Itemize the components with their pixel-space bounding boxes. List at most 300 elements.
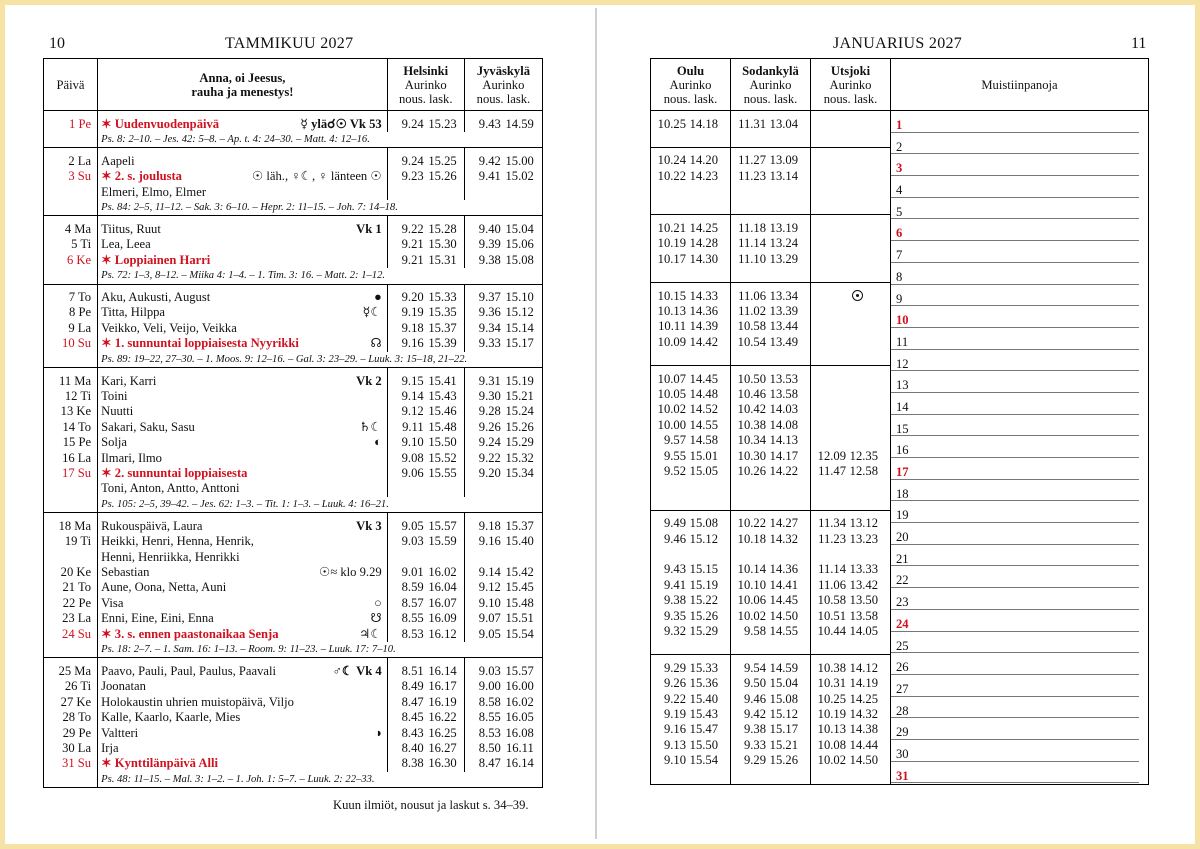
day-label: 27 Ke (44, 695, 98, 710)
notes-line[interactable]: 1 (891, 111, 1139, 133)
day-label: 28 To (44, 710, 98, 725)
nameday-names: Irja (101, 740, 119, 755)
sunrise: 9.18 (401, 320, 424, 335)
sunset: 14.52 (689, 402, 718, 417)
sunset: 16.14 (428, 663, 457, 678)
sunset: 15.43 (689, 706, 718, 721)
day-row (44, 117, 543, 132)
nameday-cell (98, 389, 388, 404)
sunset: 13.09 (769, 153, 798, 168)
oulu-times (651, 479, 731, 494)
notes-line[interactable]: 29 (891, 718, 1139, 740)
utsjoki-times (811, 387, 891, 402)
jyvaskyla-times (464, 290, 542, 305)
sunrise: 9.01 (401, 564, 424, 579)
sunset: 15.59 (428, 534, 457, 549)
jyvaskyla-times (464, 611, 542, 626)
nameday-names: Solja (101, 435, 127, 450)
sunset: 15.26 (769, 753, 798, 768)
sunset: 14.36 (769, 562, 798, 577)
nameday-names: ✶ 1. sunnuntai loppiaisesta Nyyrikki (101, 336, 299, 351)
sunrise: 10.14 (737, 562, 766, 577)
sunset: 15.30 (428, 237, 457, 252)
helsinki-times (387, 185, 464, 200)
sunrise: 8.38 (401, 756, 424, 771)
notes-line[interactable]: 2 (891, 133, 1139, 155)
sunrise: 10.24 (657, 153, 686, 168)
week-block (44, 111, 543, 148)
oulu-times (651, 661, 731, 676)
sunset: 16.25 (428, 725, 457, 740)
helsinki-times (387, 169, 464, 184)
sunset: 13.14 (769, 168, 798, 183)
sodankyla-times (731, 433, 811, 448)
sunrise: 9.14 (478, 564, 501, 579)
nameday-names: Visa (101, 595, 124, 610)
nameday-names: Henni, Henriikka, Henrikki (101, 549, 240, 564)
sodankyla-times (731, 624, 811, 639)
notes-line[interactable]: 19 (891, 501, 1139, 523)
nameday-names: Nuutti (101, 404, 134, 419)
helsinki-header: Helsinki Aurinko nous. lask. (387, 59, 464, 111)
sunset: 13.29 (769, 251, 798, 266)
day-row (44, 389, 543, 404)
helsinki-times (387, 404, 464, 419)
nameday-cell (98, 679, 388, 694)
oulu-times (651, 387, 731, 402)
notes-line[interactable]: 4 (891, 176, 1139, 198)
utsjoki-times (811, 532, 891, 547)
astro-symbol-icon: Vk 2 (356, 373, 382, 388)
helsinki-times (387, 741, 464, 756)
day-label: 9 La (44, 321, 98, 336)
notes-line[interactable]: 10 (891, 306, 1139, 328)
jyvaskyla-times (464, 710, 542, 725)
notes-line[interactable]: 26 (891, 653, 1139, 675)
sunrise: 9.39 (478, 237, 501, 252)
sunrise: 10.58 (817, 593, 846, 608)
nameday-names: Heikki, Henri, Henna, Henrik, (101, 534, 254, 549)
sunrise: 9.14 (401, 389, 424, 403)
notes-line[interactable]: 28 (891, 697, 1139, 719)
day-row (44, 679, 543, 694)
day-label: 19 Ti (44, 534, 98, 549)
sunset: 15.19 (505, 373, 534, 388)
day-label: 29 Pe (44, 726, 98, 741)
utsjoki-times (811, 624, 891, 639)
sunrise: 10.06 (737, 593, 766, 608)
oulu-times (651, 221, 731, 236)
nameday-names: Valtteri (101, 725, 139, 740)
jyvaskyla-times (464, 550, 542, 565)
sunset: 15.25 (428, 153, 457, 168)
sunrise: 8.49 (401, 679, 424, 694)
sunset: 16.12 (428, 626, 457, 641)
sunrise: 9.31 (478, 373, 501, 388)
oulu-times (651, 304, 731, 319)
sunset: 14.12 (849, 660, 878, 675)
sunset: 15.57 (428, 518, 457, 533)
sunrise: 9.05 (478, 626, 501, 641)
utsjoki-times (811, 692, 891, 707)
sunrise: 9.13 (663, 737, 686, 752)
oulu-times (651, 289, 731, 304)
helsinki-times (387, 222, 464, 237)
notes-line[interactable]: 24 (891, 610, 1139, 632)
notes-line[interactable]: 30 (891, 740, 1139, 762)
nameday-cell (98, 435, 388, 450)
sunset: 15.24 (505, 404, 534, 419)
sunset: 15.22 (689, 593, 718, 608)
notes-line[interactable]: 8 (891, 263, 1139, 285)
helsinki-times (387, 420, 464, 435)
sunset: 14.55 (769, 623, 798, 638)
nameday-names: Elmeri, Elmo, Elmer (101, 184, 207, 199)
day-row (44, 321, 543, 336)
sunrise: 8.45 (401, 710, 424, 725)
sunrise: 9.21 (401, 252, 424, 267)
sunset: 14.44 (849, 737, 878, 752)
sunrise: 10.25 (817, 691, 846, 706)
sodankyla-times (731, 593, 811, 608)
nameday-names: ✶ Uudenvuodenpäivä (101, 116, 220, 131)
nameday-names: ✶ 2. s. joulusta (101, 169, 182, 184)
oulu-times (651, 402, 731, 417)
oulu-times (651, 372, 731, 387)
sunset: 13.33 (849, 562, 878, 577)
jyvaskyla-times (464, 169, 542, 184)
sunset: 16.07 (428, 595, 457, 610)
nameday-cell (98, 374, 388, 389)
jyvaskyla-times (464, 154, 542, 169)
utsjoki-times (811, 372, 891, 387)
nameday-cell (98, 420, 388, 435)
notes-line[interactable]: 7 (891, 241, 1139, 263)
sunrise: 10.09 (657, 334, 686, 349)
sunset: 15.40 (505, 534, 534, 549)
sunset: 14.33 (689, 288, 718, 303)
sodankyla-times (731, 479, 811, 494)
notes-line[interactable]: 16 (891, 436, 1139, 458)
sunset: 14.59 (505, 116, 534, 131)
sunset: 14.28 (689, 236, 718, 251)
notes-line[interactable]: 21 (891, 545, 1139, 567)
sunrise: 9.08 (401, 450, 424, 465)
nameday-names: Aku, Aukusti, August (101, 290, 211, 305)
astro-symbol-icon: ☋ (370, 611, 382, 626)
sunrise: 10.58 (737, 319, 766, 334)
helsinki-times (387, 321, 464, 336)
sunrise: 8.50 (478, 740, 501, 755)
sunset: 15.43 (428, 389, 457, 403)
sunset: 14.17 (769, 448, 798, 463)
sunset: 15.31 (428, 252, 457, 267)
bible-reading: Ps. 8: 2–10. – Jes. 42: 5–8. – Ap. t. 4: 24–30. – Matt. 4: 12–16. (101, 133, 370, 145)
sunrise: 10.02 (817, 753, 846, 768)
utsjoki-times (811, 578, 891, 593)
sunset: 15.48 (505, 595, 534, 610)
week-block (44, 368, 543, 513)
sunrise: 11.23 (818, 531, 846, 546)
day-row (44, 627, 543, 642)
day-row (44, 404, 543, 419)
notes-line[interactable]: 20 (891, 523, 1139, 545)
helsinki-times (387, 565, 464, 580)
sodankyla-times (731, 676, 811, 691)
notes-line[interactable]: 5 (891, 198, 1139, 220)
sunset: 14.32 (769, 531, 798, 546)
astro-symbol-icon: ♃☾ (359, 626, 382, 641)
sunrise: 9.38 (478, 252, 501, 267)
week-block (44, 513, 543, 658)
sunset: 15.26 (505, 419, 534, 434)
sunset: 13.58 (849, 608, 878, 623)
sunset: 15.37 (505, 518, 534, 533)
helsinki-times (387, 374, 464, 389)
sunset: 15.33 (689, 660, 718, 675)
utsjoki-times (811, 153, 891, 168)
notes-line[interactable]: 13 (891, 371, 1139, 393)
sunset: 16.14 (505, 756, 534, 771)
sunset: 14.42 (689, 334, 718, 349)
helsinki-times (387, 580, 464, 595)
sunrise: 9.28 (478, 404, 501, 419)
sunset: 14.18 (689, 116, 718, 131)
sodankyla-times (731, 738, 811, 753)
day-row (44, 726, 543, 741)
sunset: 14.45 (689, 371, 718, 386)
sunset: 15.36 (689, 676, 718, 691)
helsinki-times (387, 664, 464, 679)
sunset: 15.04 (505, 221, 534, 236)
sunrise: 11.47 (818, 463, 846, 478)
sunrise: 9.42 (743, 706, 766, 721)
sunrise: 10.31 (817, 676, 846, 691)
jyvaskyla-times (464, 321, 542, 336)
sunrise: 9.32 (663, 623, 686, 638)
notes-line[interactable]: 27 (891, 675, 1139, 697)
oulu-times (651, 319, 731, 334)
sunset: 15.50 (689, 737, 718, 752)
day-row (44, 695, 543, 710)
sunrise: 12.09 (817, 448, 846, 463)
astro-symbol-icon: ○ (374, 595, 382, 610)
day-row (44, 756, 543, 771)
oulu-times (651, 335, 731, 350)
sunset: 13.23 (849, 531, 878, 546)
day-row (44, 565, 543, 580)
jyvaskyla-times (464, 726, 542, 741)
sunset: 14.27 (769, 516, 798, 531)
day-label (44, 550, 98, 565)
notes-line[interactable]: 17 (891, 458, 1139, 480)
sunrise: 9.18 (478, 518, 501, 533)
day-row (44, 305, 543, 320)
oulu-times (651, 252, 731, 267)
sunrise: 10.18 (737, 531, 766, 546)
oulu-times (651, 117, 731, 132)
sunrise: 8.40 (401, 740, 424, 755)
notes-line[interactable]: 15 (891, 415, 1139, 437)
sunrise: 10.19 (657, 236, 686, 251)
oulu-times (651, 692, 731, 707)
oulu-header: Oulu Aurinko nous. lask. (651, 59, 731, 111)
sodankyla-times (731, 387, 811, 402)
day-label: 6 Ke (44, 253, 98, 268)
sunset: 16.02 (428, 564, 457, 579)
reading-row (44, 132, 543, 148)
sodankyla-times (731, 722, 811, 737)
sunset: 15.55 (428, 466, 457, 481)
jyvaskyla-times (464, 519, 542, 534)
notes-line[interactable]: 14 (891, 393, 1139, 415)
jyvaskyla-times (464, 756, 542, 771)
sunset: 15.08 (769, 691, 798, 706)
notes-line[interactable]: 23 (891, 588, 1139, 610)
sunset: 15.04 (769, 676, 798, 691)
notes-line[interactable]: 12 (891, 350, 1139, 372)
sunset: 15.52 (428, 450, 457, 465)
notes-column (891, 111, 1149, 785)
sodankyla-times (731, 547, 811, 562)
sunset: 15.35 (428, 305, 457, 320)
utsjoki-times (811, 117, 891, 132)
jyvaskyla-times (464, 185, 542, 200)
nameday-cell (98, 237, 388, 252)
nameday-names: Tiitus, Ruut (101, 221, 161, 236)
notes-line[interactable]: 11 (891, 328, 1139, 350)
sunrise: 9.34 (478, 320, 501, 335)
notes-line[interactable]: 6 (891, 219, 1139, 241)
sunrise: 9.22 (478, 450, 501, 465)
sunrise: 9.15 (401, 373, 424, 388)
sunrise: 10.02 (737, 608, 766, 623)
sunset: 16.09 (428, 611, 457, 626)
sunset: 14.03 (769, 402, 798, 417)
sodankyla-times (731, 319, 811, 334)
utsjoki-times (811, 707, 891, 722)
nameday-cell (98, 741, 388, 756)
sunset: 15.19 (689, 577, 718, 592)
day-row (44, 534, 543, 549)
notes-line[interactable]: 25 (891, 632, 1139, 654)
jyvaskyla-times (464, 420, 542, 435)
sunrise: 11.31 (738, 116, 766, 131)
notes-line[interactable]: 3 (891, 154, 1139, 176)
utsjoki-times (811, 464, 891, 479)
notes-line[interactable]: 31 (891, 762, 1139, 784)
day-row (44, 481, 543, 496)
helsinki-times (387, 435, 464, 450)
sunrise: 9.37 (478, 290, 501, 305)
utsjoki-times (811, 676, 891, 691)
sunset: 16.27 (428, 740, 457, 755)
nameday-names: Veikko, Veli, Veijo, Veikka (101, 320, 237, 335)
sunset: 16.11 (505, 740, 534, 755)
sunrise: 10.38 (817, 660, 846, 675)
helsinki-times (387, 596, 464, 611)
sunrise: 10.13 (817, 722, 846, 737)
notes-line[interactable]: 9 (891, 285, 1139, 307)
jyvaskyla-times (464, 305, 542, 320)
utsjoki-times (811, 722, 891, 737)
sunset: 15.06 (505, 237, 534, 252)
jyvaskyla-times (464, 222, 542, 237)
day-label: 21 To (44, 580, 98, 595)
helsinki-times (387, 253, 464, 268)
sodankyla-times (731, 609, 811, 624)
sunrise: 11.14 (818, 562, 846, 577)
sunset: 16.04 (428, 580, 457, 595)
sunset: 13.34 (769, 288, 798, 303)
sodankyla-times (731, 578, 811, 593)
sunrise: 9.35 (663, 608, 686, 623)
sunrise: 9.10 (478, 595, 501, 610)
sunset: 14.55 (689, 417, 718, 432)
sunset: 14.45 (769, 593, 798, 608)
notes-line[interactable]: 18 (891, 480, 1139, 502)
day-label: 20 Ke (44, 565, 98, 580)
sunrise: 10.25 (657, 116, 686, 131)
sunset: 15.23 (428, 116, 457, 131)
sunset: 15.00 (505, 153, 534, 168)
sunrise: 9.26 (663, 676, 686, 691)
nameday-names: Aune, Oona, Netta, Auni (101, 580, 227, 595)
utsjoki-times (811, 449, 891, 464)
sunset: 13.44 (769, 319, 798, 334)
sunrise: 10.21 (657, 220, 686, 235)
sunrise: 10.38 (737, 417, 766, 432)
sunset: 16.02 (505, 694, 534, 709)
sunset: 15.02 (505, 169, 534, 184)
helsinki-times (387, 519, 464, 534)
nameday-cell (98, 305, 388, 320)
sunrise: 9.10 (663, 753, 686, 768)
sunset: 16.22 (428, 710, 457, 725)
sunrise: 10.13 (657, 303, 686, 318)
sunrise: 8.57 (401, 595, 424, 610)
utsjoki-times (811, 304, 891, 319)
notes-line[interactable]: 22 (891, 566, 1139, 588)
helsinki-times (387, 117, 464, 132)
reading-row (44, 200, 543, 216)
bible-reading: Ps. 89: 19–22, 27–30. – 1. Moos. 9: 12–16. – Gal. 3: 23–29. – Luuk. 3: 15–18, 21–22. (101, 353, 468, 365)
bible-reading: Ps. 105: 2–5, 39–42. – Jes. 62: 1–3. – Tit. 1: 1–3. – Luuk. 4: 16–21. (101, 498, 389, 510)
sunset: 15.29 (505, 435, 534, 450)
sunrise: 9.54 (743, 660, 766, 675)
oulu-times (651, 236, 731, 251)
nameday-names: ✶ 2. sunnuntai loppiaisesta (101, 466, 248, 481)
oulu-times (651, 169, 731, 184)
jyvaskyla-times (464, 695, 542, 710)
jyvaskyla-times (464, 336, 542, 351)
sodankyla-times (731, 372, 811, 387)
sunset: 16.19 (428, 694, 457, 709)
sunrise: 9.06 (401, 466, 424, 481)
helsinki-times (387, 290, 464, 305)
jyvaskyla-times (464, 679, 542, 694)
oulu-times (651, 184, 731, 199)
helsinki-times (387, 534, 464, 549)
oulu-times (651, 418, 731, 433)
sunrise: 10.51 (817, 608, 846, 623)
jyvaskyla-times (464, 389, 542, 404)
jyvaskyla-times (464, 664, 542, 679)
utsjoki-times (811, 236, 891, 251)
day-row (44, 253, 543, 268)
day-row (44, 237, 543, 252)
sunset: 15.10 (505, 290, 534, 305)
